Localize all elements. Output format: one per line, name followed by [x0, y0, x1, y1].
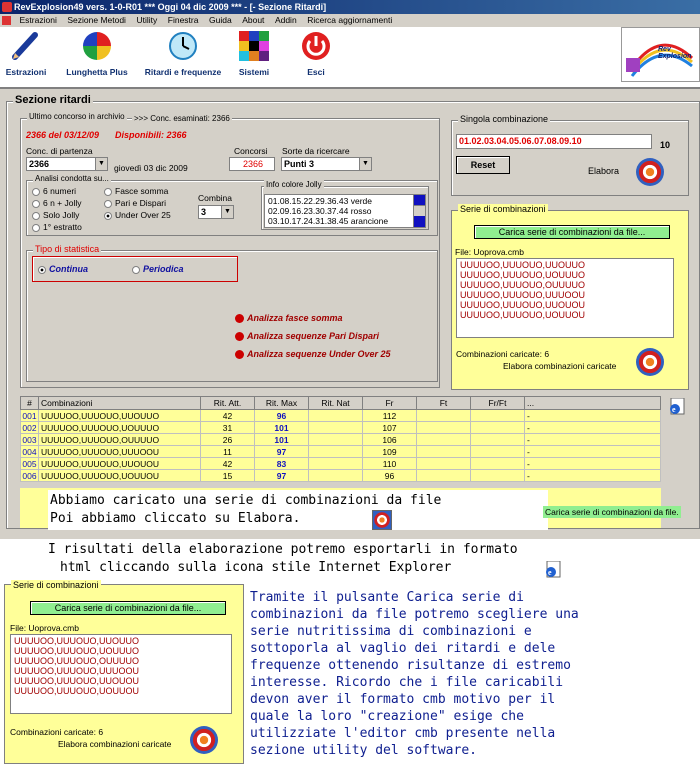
window-title: RevExplosion49 vers. 1-0-R01 *** Oggi 04 dic 2009 *** - [- Sezione Ritardi]	[14, 2, 327, 12]
table-header-row	[21, 397, 661, 410]
caption3-line: interesse. Ricordo che i file caricabili	[250, 675, 564, 690]
sorte-value: Punti 3	[284, 159, 315, 169]
analizza-fasce-link[interactable]	[235, 313, 343, 323]
table-cell: 31	[201, 422, 255, 434]
caption3-line: frequenze ottenendo risultanze di estremo	[250, 658, 571, 673]
table-cell: 006	[22, 470, 37, 481]
radio-label: 6 n + Jolly	[43, 198, 82, 208]
table-cell: 107	[363, 422, 417, 434]
clock-icon	[168, 31, 198, 61]
combo-item: UUUUOO,UUUOUO,OUUUUO	[14, 656, 139, 666]
bottom-serie-title: Serie di combinazioni	[13, 580, 99, 590]
caption2-line-1: I risultati della elaborazione potremo esportarli in formato	[48, 542, 518, 557]
table-cell	[471, 470, 525, 482]
table-cell: UUUUOO,UUUOUO,UUOUOU	[39, 458, 201, 470]
table-cell	[309, 458, 363, 470]
radio-fasce-somma[interactable]	[104, 186, 168, 196]
combo-item: UUUUOO,UUUOUO,UOUUOU	[14, 686, 139, 696]
green-label: Carica serie di combinazioni da file.	[545, 507, 679, 517]
bottom-elabora-target-icon	[190, 726, 218, 754]
combo-item: UUUUOO,UUUOUO,UUOUOU	[14, 676, 139, 686]
combo-item: UUUUOO,UUUOUO,OUUUUO	[460, 280, 585, 290]
elabora-loaded-target-icon[interactable]	[636, 348, 664, 376]
table-cell: -	[525, 410, 661, 422]
arrow-bullet-icon	[235, 350, 244, 359]
combina-select[interactable]	[198, 205, 234, 219]
toolbar	[0, 27, 700, 87]
bottom-serie-elabora: Elabora combinazioni caricate	[58, 739, 172, 749]
svg-text:e: e	[672, 405, 676, 414]
menu-app-icon[interactable]	[2, 16, 11, 25]
radio-label: 1° estratto	[43, 222, 82, 232]
toolbar-esci-button[interactable]	[298, 31, 334, 77]
radio-pari-dispari[interactable]	[104, 198, 166, 208]
table-cell: UUUUOO,UUUOUO,OUUUUO	[39, 434, 201, 446]
table-cell	[309, 410, 363, 422]
toolbar-estrazioni-button[interactable]	[4, 31, 48, 77]
table-cell: UUUUOO,UUUOUO,UOUUOU	[39, 470, 201, 482]
table-cell	[471, 446, 525, 458]
elabora-label: Elabora	[588, 166, 620, 176]
radio-label: Periodica	[143, 264, 184, 274]
logo-text: Rev Explosion	[658, 46, 692, 60]
radio-label: Solo Jolly	[43, 210, 80, 220]
table-row[interactable]	[21, 446, 661, 458]
conc-partenza-value: 2366	[29, 159, 50, 169]
sorte-select[interactable]	[281, 157, 372, 171]
caption2-line-2: html cliccando sulla icona stile Internet Explorer	[60, 560, 452, 575]
singola-count: 10	[660, 140, 671, 150]
table-cell: 97	[255, 446, 309, 458]
table-cell	[417, 422, 471, 434]
col-header[interactable]: Fr/Ft	[471, 397, 525, 410]
table-cell: 96	[363, 470, 417, 482]
chevron-down-icon[interactable]: ▼	[221, 206, 233, 218]
toolbar-label: Lunghetta Plus	[66, 67, 128, 77]
table-row[interactable]	[21, 434, 661, 446]
radio-circle-selected[interactable]	[38, 266, 46, 274]
combina-value: 3	[201, 207, 207, 217]
concorsi-input[interactable]: 2366	[229, 157, 275, 171]
scroll-up-icon[interactable]	[414, 195, 425, 206]
combo-item: UUUUOO,UUUOUO,UUOUOU	[460, 300, 585, 310]
table-cell	[417, 470, 471, 482]
bottom-serie-loaded: Combinazioni caricate: 6	[10, 727, 104, 737]
combo-item: UUUUOO,UUUOUO,UOUUOU	[460, 310, 585, 320]
table-cell: 101	[255, 422, 309, 434]
table-cell	[471, 458, 525, 470]
radio-circle[interactable]	[32, 212, 40, 220]
chevron-down-icon[interactable]: ▼	[359, 158, 371, 170]
table-cell	[417, 434, 471, 446]
singola-input[interactable]: 01.02.03.04.05.06.07.08.09.10	[456, 134, 652, 149]
caption3-line: Tramite il pulsante Carica serie di	[250, 590, 524, 605]
table-row[interactable]	[21, 458, 661, 470]
caption3-block	[250, 589, 698, 759]
table-cell: -	[525, 470, 661, 482]
radio-circle[interactable]	[104, 188, 112, 196]
elabora-target-icon	[372, 510, 392, 530]
arrow-bullet-icon	[235, 314, 244, 323]
caption3-line: quale la loro "creazione" esige che	[250, 709, 524, 724]
radio-continua[interactable]	[38, 264, 88, 274]
table-cell: 96	[255, 410, 309, 422]
jolly-item: 01.08.15.22.29.36.43 verde	[268, 196, 372, 206]
link-label: Analizza fasce somma	[247, 313, 343, 323]
table-cell: 001	[22, 410, 37, 421]
ie-icon	[544, 561, 562, 579]
toolbar-label: Estrazioni	[5, 67, 47, 77]
table-cell	[309, 434, 363, 446]
analisi-title: Analisi condotta su...	[35, 174, 109, 183]
export-html-ie-icon[interactable]	[668, 398, 686, 416]
sorte-label: Sorte da ricercare	[282, 146, 350, 156]
table-cell: 101	[255, 434, 309, 446]
menu-estrazioni[interactable]: Estrazioni	[19, 15, 57, 25]
radio-label: Fasce somma	[115, 186, 169, 196]
table-cell: 109	[363, 446, 417, 458]
brand-logo	[621, 27, 700, 82]
serie-title: Serie di combinazioni	[460, 204, 546, 214]
analizza-under-over-link[interactable]	[235, 349, 391, 359]
radio-circle[interactable]	[104, 200, 112, 208]
results-table	[20, 396, 661, 482]
last-concorso: 2366 del 03/12/09	[26, 130, 100, 140]
col-header[interactable]: Rit. Nat	[309, 397, 363, 410]
table-cell: 83	[255, 458, 309, 470]
menu-utility[interactable]: Utility	[136, 15, 158, 25]
caption-line-1	[50, 492, 441, 509]
table-cell	[309, 422, 363, 434]
caption3-line: sottoporla al vaglio dei ritardi e dele	[250, 641, 556, 656]
elabora-target-icon[interactable]	[636, 158, 664, 186]
col-header[interactable]: #	[21, 397, 39, 410]
col-header[interactable]: Rit. Att.	[201, 397, 255, 410]
toolbar-label: Esci	[307, 67, 325, 77]
menu-sezione-metodi[interactable]: Sezione Metodi	[67, 15, 126, 25]
table-cell	[309, 446, 363, 458]
carica-serie-button[interactable]: Carica serie di combinazioni da file...	[474, 225, 670, 239]
caption3-line: devon aver il formato cmb motivo per il	[250, 692, 556, 707]
radio-circle[interactable]	[32, 200, 40, 208]
radio-6-numeri[interactable]	[32, 186, 76, 196]
radio-under-over[interactable]	[104, 210, 171, 220]
arrow-bullet-icon	[235, 332, 244, 341]
caption3-line: utilizziate l'editor cmb presente nella	[250, 726, 556, 741]
table-cell: -	[525, 458, 661, 470]
available-count: Disponibili: 2366	[115, 130, 187, 140]
power-icon	[301, 31, 331, 61]
jolly-item: 02.09.16.23.30.37.44 rosso	[268, 206, 372, 216]
toolbar-label: Sistemi	[238, 67, 270, 77]
table-cell: UUUUOO,UUUOUO,UUOUUO	[39, 410, 201, 422]
table-cell	[417, 446, 471, 458]
toolbar-lunghetta-button[interactable]	[62, 31, 132, 77]
radio-primo-estratto[interactable]	[32, 222, 82, 232]
chevron-down-icon[interactable]: ▼	[95, 158, 107, 170]
table-cell: 002	[22, 422, 37, 433]
col-header[interactable]: Fr	[363, 397, 417, 410]
table-cell: 003	[22, 434, 37, 445]
toolbar-label: Ritardi e frequenze	[144, 67, 222, 77]
table-cell: 42	[201, 458, 255, 470]
bottom-carica-serie-button[interactable]: Carica serie di combinazioni da file...	[30, 601, 226, 615]
col-header[interactable]: ...	[525, 397, 661, 410]
table-cell: -	[525, 446, 661, 458]
serie-loaded-count: Combinazioni caricate: 6	[456, 349, 550, 359]
caption3-line: serie nutritissima di combinazioni e	[250, 624, 532, 639]
radio-label: Continua	[49, 264, 88, 274]
col-header[interactable]: Rit. Max	[255, 397, 309, 410]
radio-solo-jolly[interactable]	[32, 210, 79, 220]
serie-file-label: File: Uoprova.cmb	[455, 247, 524, 257]
caption-line-2: Poi abbiamo cliccato su Elabora.	[50, 511, 301, 526]
table-cell: UUUUOO,UUUOUO,UOUUUO	[39, 422, 201, 434]
section-title: Sezione ritardi	[15, 94, 91, 106]
title-bar	[0, 0, 700, 14]
table-cell	[417, 410, 471, 422]
table-cell: 97	[255, 470, 309, 482]
caption3-line: combinazioni da file potremo scegliere una	[250, 607, 579, 622]
jolly-item: 03.10.17.24.31.38.45 arancione	[268, 216, 389, 226]
menu-about[interactable]: About	[242, 15, 265, 25]
table-cell: 110	[363, 458, 417, 470]
menu-ricerca-aggiornamenti[interactable]: Ricerca aggiornamenti	[307, 15, 393, 25]
combo-item: UUUUOO,UUUOUO,UUUOOU	[460, 290, 585, 300]
table-cell: 26	[201, 434, 255, 446]
conc-partenza-date: giovedì 03 dic 2009	[114, 163, 188, 173]
table-row[interactable]	[21, 422, 661, 434]
app-icon	[2, 2, 12, 12]
examined-count: >>> Conc. esaminati: 2366	[134, 114, 230, 123]
serie-combo-list[interactable]	[456, 258, 674, 338]
radio-periodica[interactable]	[132, 264, 184, 274]
link-label: Analizza sequenze Pari Dispari	[247, 331, 380, 341]
table-cell: 106	[363, 434, 417, 446]
singola-title: Singola combinazione	[460, 114, 549, 124]
analizza-pari-dispari-link[interactable]	[235, 331, 379, 341]
combo-item: UUUUOO,UUUOUO,UOUUUO	[460, 270, 585, 280]
table-cell: 004	[22, 446, 37, 457]
combina-label: Combina	[198, 193, 233, 203]
info-jolly-title: Info colore Jolly	[266, 180, 322, 189]
info-jolly-list[interactable]	[264, 194, 426, 228]
archive-label: Ultimo concorso in archivio	[29, 112, 125, 121]
radio-circle[interactable]	[132, 266, 140, 274]
table-cell	[471, 410, 525, 422]
radio-label: Under Over 25	[115, 210, 171, 220]
table-cell: 005	[22, 458, 37, 469]
radio-label: 6 numeri	[43, 186, 77, 196]
table-cell: 42	[201, 410, 255, 422]
conc-partenza-select[interactable]	[26, 157, 108, 171]
col-header[interactable]: Ft	[417, 397, 471, 410]
svg-text:e: e	[548, 568, 552, 577]
table-cell	[309, 470, 363, 482]
reset-button[interactable]: Reset	[456, 156, 510, 174]
bottom-serie-combo-list[interactable]	[10, 634, 232, 714]
toolbar-sistemi-button[interactable]	[234, 31, 274, 77]
radio-6n-jolly[interactable]	[32, 198, 82, 208]
caption-text: combinazioni da file	[284, 493, 442, 508]
tipo-statistica-title: Tipo di statistica	[35, 244, 100, 254]
combo-item: UUUUOO,UUUOUO,UUUOOU	[14, 666, 139, 676]
link-label: Analizza sequenze Under Over 25	[247, 349, 391, 359]
table-cell: -	[525, 434, 661, 446]
radio-circle-selected[interactable]	[104, 212, 112, 220]
menu-addin[interactable]: Addin	[274, 15, 297, 25]
table-cell	[417, 458, 471, 470]
radio-label: Pari e Dispari	[115, 198, 167, 208]
table-cell: UUUUOO,UUUOUO,UUUOOU	[39, 446, 201, 458]
table-cell: 112	[363, 410, 417, 422]
serie-elabora-label: Elabora combinazioni caricate	[503, 361, 617, 371]
table-cell: 11	[201, 446, 255, 458]
combo-item: UUUUOO,UUUOUO,UOUUUO	[14, 646, 139, 656]
menu-guida[interactable]: Guida	[209, 15, 232, 25]
combo-item: UUUUOO,UUUOUO,UUOUUO	[460, 260, 585, 270]
scroll-down-icon[interactable]	[414, 216, 425, 227]
conc-partenza-label: Conc. di partenza	[26, 146, 93, 156]
bottom-serie-file: File: Uoprova.cmb	[10, 623, 79, 633]
table-row[interactable]	[21, 410, 661, 422]
radio-circle[interactable]	[32, 188, 40, 196]
color-grid-icon	[239, 31, 269, 61]
combo-item: UUUUOO,UUUOUO,UUOUUO	[14, 636, 139, 646]
radio-circle[interactable]	[32, 224, 40, 232]
table-cell	[471, 434, 525, 446]
menu-bar	[0, 14, 700, 27]
caption-text: Abbiamo caricato una serie di	[50, 493, 285, 508]
caption3-line: sezione utility del software.	[250, 743, 477, 758]
concorsi-label: Concorsi	[234, 146, 268, 156]
table-row[interactable]	[21, 470, 661, 482]
table-cell: -	[525, 422, 661, 434]
toolbar-ritardi-button[interactable]	[140, 31, 226, 77]
quadrant-ball-icon	[82, 31, 112, 61]
scrollbar[interactable]	[413, 195, 425, 227]
menu-finestra[interactable]: Finestra	[167, 15, 199, 25]
table-cell: 15	[201, 470, 255, 482]
table-cell	[471, 422, 525, 434]
col-header[interactable]: Combinazioni	[39, 397, 201, 410]
pencil-icon	[11, 31, 41, 61]
